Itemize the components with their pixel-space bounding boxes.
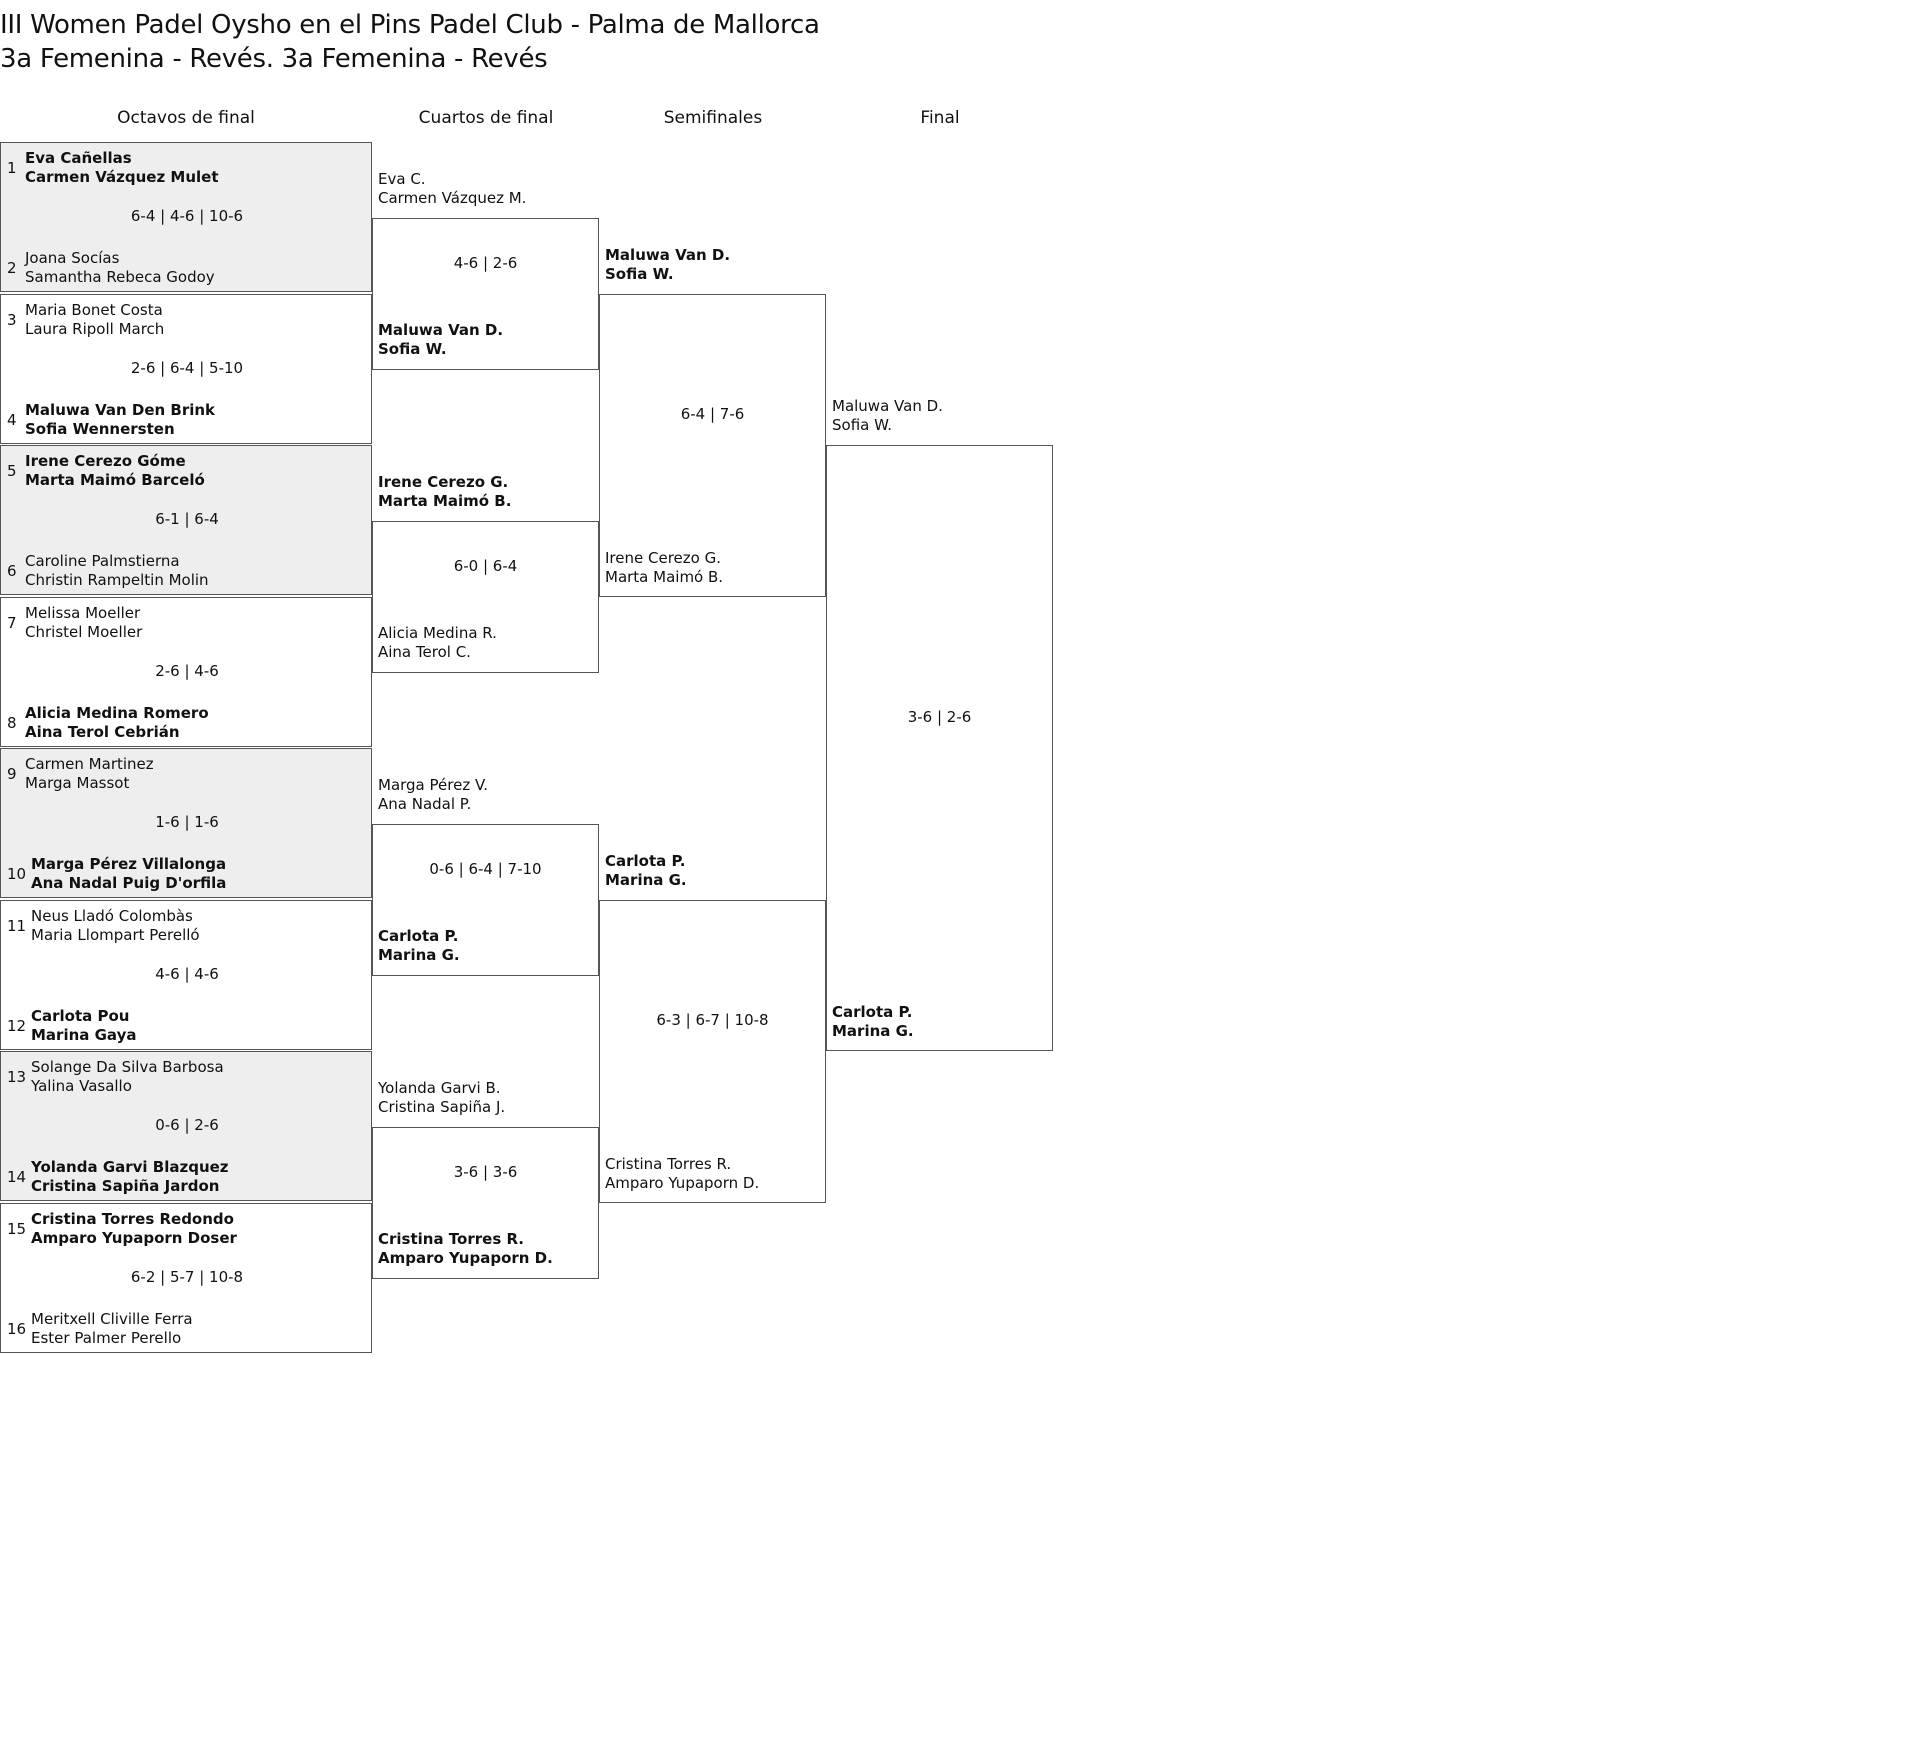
player-name: Ana Nadal P.	[378, 795, 472, 813]
team-names	[605, 246, 730, 284]
team-names	[25, 755, 154, 793]
seed-number: 7	[7, 613, 17, 632]
player-name: Sofia Wennersten	[25, 419, 175, 438]
team-names	[25, 452, 205, 490]
team-names	[25, 249, 215, 287]
seed-number: 4	[7, 410, 17, 429]
seed-number: 5	[7, 462, 17, 480]
player-name: Alicia Medina R.	[378, 624, 497, 642]
team-names	[31, 1158, 229, 1196]
player-name: Aina Terol Cebrián	[25, 722, 180, 741]
player-name: Marina G.	[832, 1022, 914, 1040]
team-names	[605, 549, 723, 587]
category-title: 3a Femenina - Revés. 3a Femenina - Revés	[0, 44, 548, 74]
round-header: Cuartos de final	[418, 108, 554, 128]
seed-number: 14	[7, 1168, 27, 1186]
seed-number: 12	[7, 1016, 27, 1035]
team-names	[378, 624, 497, 662]
match-score: 4-6 | 2-6	[453, 254, 518, 272]
player-name: Aina Terol C.	[378, 643, 471, 661]
player-name: Marina Gaya	[31, 1025, 137, 1044]
seed-number: 15	[7, 1219, 27, 1238]
seed-number: 13	[7, 1068, 27, 1086]
player-name: Maria Llompart Perelló	[31, 925, 200, 944]
team-names	[378, 321, 503, 359]
player-name: Sofia W.	[605, 265, 674, 283]
player-name: Ester Palmer Perello	[31, 1328, 182, 1347]
player-name: Meritxell Cliville Ferra	[31, 1309, 193, 1328]
player-name: Neus Lladó Colombàs	[31, 906, 193, 925]
match-score: 3-6 | 3-6	[453, 1163, 518, 1181]
player-name: Caroline Palmstierna	[25, 552, 180, 570]
connector-final	[826, 445, 1053, 1051]
seed-number: 3	[7, 310, 17, 329]
player-name: Carlota Pou	[31, 1006, 130, 1025]
team-names	[832, 397, 943, 435]
player-name: Eva Cañellas	[25, 149, 132, 167]
match-octavos	[0, 748, 372, 898]
player-name: Irene Cerezo Góme	[25, 452, 186, 470]
team-names	[31, 1058, 224, 1096]
player-name: Eva C.	[378, 170, 426, 188]
match-octavos	[0, 1051, 372, 1201]
player-name: Ana Nadal Puig D'orfila	[31, 874, 227, 892]
player-name: Marga Massot	[25, 774, 130, 792]
player-name: Irene Cerezo G.	[605, 549, 721, 567]
player-name: Marta Maimó B.	[378, 492, 512, 510]
seed-number: 6	[7, 562, 17, 580]
match-score: 2-6 | 6-4 | 5-10	[130, 358, 244, 377]
seed-number: 16	[7, 1319, 27, 1338]
match-octavos	[0, 142, 372, 292]
round-header: Semifinales	[663, 108, 763, 128]
player-name: Carmen Martinez	[25, 755, 154, 773]
player-name: Maria Bonet Costa	[25, 300, 163, 319]
tournament-title: III Women Padel Oysho en el Pins Padel Club - Palma de Mallorca	[0, 10, 820, 40]
player-name: Solange Da Silva Barbosa	[31, 1058, 224, 1076]
player-name: Samantha Rebeca Godoy	[25, 268, 215, 286]
match-score: 6-4 | 7-6	[680, 405, 745, 423]
player-name: Cristina Sapiña J.	[378, 1098, 506, 1116]
player-name: Marga Pérez Villalonga	[31, 855, 227, 873]
match-octavos	[0, 1203, 372, 1353]
team-names	[605, 852, 687, 890]
player-name: Marga Pérez V.	[378, 776, 489, 794]
player-name: Carlota P.	[378, 927, 459, 945]
team-names	[378, 776, 488, 814]
match-score: 6-3 | 6-7 | 10-8	[656, 1011, 769, 1029]
team-names	[31, 1310, 193, 1348]
player-name: Marta Maimó B.	[605, 568, 724, 586]
player-name: Cristina Torres R.	[378, 1230, 525, 1248]
player-name: Yolanda Garvi B.	[378, 1079, 501, 1097]
player-name: Carmen Vázquez M.	[378, 189, 527, 207]
player-name: Amparo Yupaporn Doser	[31, 1228, 237, 1247]
team-names	[31, 1007, 136, 1045]
player-name: Maluwa Van D.	[832, 397, 943, 415]
player-name: Sofia W.	[832, 416, 892, 434]
player-name: Sofia W.	[378, 340, 447, 358]
team-names	[378, 473, 511, 511]
match-score: 2-6 | 4-6	[155, 661, 219, 680]
match-score: 0-6 | 2-6	[155, 1116, 219, 1134]
player-name: Carlota P.	[832, 1003, 913, 1021]
match-octavos	[0, 445, 372, 595]
match-score: 6-1 | 6-4	[155, 510, 219, 528]
player-name: Maluwa Van Den Brink	[25, 400, 216, 419]
team-names	[605, 1155, 759, 1193]
round-header: Final	[920, 108, 960, 128]
team-names	[378, 927, 460, 965]
player-name: Amparo Yupaporn D.	[605, 1174, 760, 1192]
player-name: Christel Moeller	[25, 622, 143, 641]
player-name: Maluwa Van D.	[605, 246, 731, 264]
team-names	[31, 1210, 237, 1248]
team-names	[31, 907, 200, 945]
match-score: 6-0 | 6-4	[453, 557, 518, 575]
team-names	[832, 1003, 914, 1041]
player-name: Cristina Sapiña Jardon	[31, 1177, 220, 1195]
seed-number: 1	[7, 159, 17, 177]
match-score: 3-6 | 2-6	[907, 708, 972, 726]
player-name: Carmen Vázquez Mulet	[25, 168, 219, 186]
seed-number: 8	[7, 713, 17, 732]
match-score: 4-6 | 4-6	[155, 964, 219, 983]
player-name: Christin Rampeltin Molin	[25, 571, 209, 589]
player-name: Amparo Yupaporn D.	[378, 1249, 553, 1267]
match-score: 1-6 | 1-6	[155, 813, 219, 831]
seed-number: 2	[7, 259, 17, 277]
team-names	[378, 170, 526, 208]
player-name: Marina G.	[605, 871, 687, 889]
round-header: Octavos de final	[117, 108, 255, 128]
team-names	[378, 1230, 553, 1268]
seed-number: 11	[7, 916, 27, 935]
player-name: Yolanda Garvi Blazquez	[31, 1158, 229, 1176]
team-names	[25, 149, 219, 187]
team-names	[25, 552, 209, 590]
player-name: Cristina Torres Redondo	[31, 1209, 234, 1228]
player-name: Irene Cerezo G.	[378, 473, 509, 491]
team-names	[25, 301, 164, 339]
match-octavos	[0, 597, 372, 747]
seed-number: 10	[7, 865, 27, 883]
player-name: Melissa Moeller	[25, 603, 141, 622]
team-names	[25, 604, 142, 642]
match-octavos	[0, 294, 372, 444]
match-octavos	[0, 900, 372, 1050]
player-name: Marina G.	[378, 946, 460, 964]
player-name: Laura Ripoll March	[25, 319, 165, 338]
match-score: 6-2 | 5-7 | 10-8	[130, 1267, 244, 1286]
seed-number: 9	[7, 765, 17, 783]
player-name: Maluwa Van D.	[378, 321, 504, 339]
team-names	[25, 704, 209, 742]
player-name: Joana Socías	[25, 249, 120, 267]
match-score: 6-4 | 4-6 | 10-6	[130, 207, 244, 225]
match-score: 0-6 | 6-4 | 7-10	[429, 860, 542, 878]
player-name: Carlota P.	[605, 852, 686, 870]
player-name: Alicia Medina Romero	[25, 703, 209, 722]
player-name: Marta Maimó Barceló	[25, 471, 205, 489]
team-names	[31, 855, 226, 893]
team-names	[378, 1079, 505, 1117]
team-names	[25, 401, 215, 439]
player-name: Cristina Torres R.	[605, 1155, 732, 1173]
player-name: Yalina Vasallo	[31, 1077, 132, 1095]
